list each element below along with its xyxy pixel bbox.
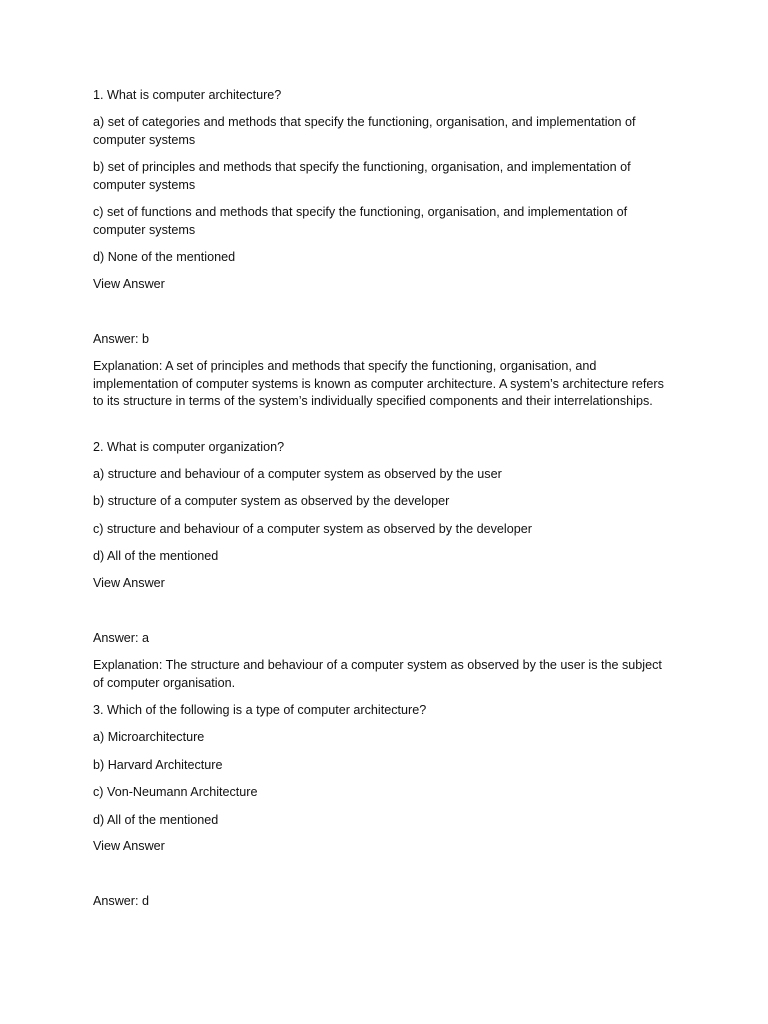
question-3-text: 3. Which of the following is a type of computer architecture? <box>93 703 427 717</box>
question-1-option-c: c) set of functions and methods that specify the functioning, organisation, and implementation of computer systems <box>93 205 628 237</box>
question-3-option-d: d) All of the mentioned <box>93 813 219 827</box>
question-3-option-a: a) Microarchitecture <box>93 730 205 744</box>
question-1-answer: Answer: b <box>93 332 149 346</box>
question-1-option-d: d) None of the mentioned <box>93 250 236 264</box>
question-1-option-a: a) set of categories and methods that specify the functioning, organisation, and implementation of computer systems <box>93 115 636 147</box>
question-2-answer: Answer: a <box>93 631 149 645</box>
question-3-view-answer: View Answer <box>93 839 165 853</box>
question-1-explanation: Explanation: A set of principles and methods that specify the functioning, organisation, and implementation of computer systems is known as computer architecture. A system’s architecture refers to its structure in terms of the system’s individually specified components and their interrelationships. <box>93 359 664 408</box>
question-3-option-c: c) Von-Neumann Architecture <box>93 785 258 799</box>
question-2-option-d: d) All of the mentioned <box>93 549 219 563</box>
question-3-answer: Answer: d <box>93 894 149 908</box>
question-1-view-answer: View Answer <box>93 277 165 291</box>
question-2-option-c: c) structure and behaviour of a computer system as observed by the developer <box>93 522 532 536</box>
question-2-option-a: a) structure and behaviour of a computer system as observed by the user <box>93 467 502 481</box>
question-2-explanation: Explanation: The structure and behaviour of a computer system as observed by the user is the subject of computer organisation. <box>93 658 662 690</box>
question-2-text: 2. What is computer organization? <box>93 440 285 454</box>
question-1-option-b: b) set of principles and methods that specify the functioning, organisation, and implementation of computer systems <box>93 160 631 192</box>
question-3-option-b: b) Harvard Architecture <box>93 758 223 772</box>
question-2-view-answer: View Answer <box>93 576 165 590</box>
question-1-text: 1. What is computer architecture? <box>93 88 282 102</box>
question-2-option-b: b) structure of a computer system as observed by the developer <box>93 494 450 508</box>
